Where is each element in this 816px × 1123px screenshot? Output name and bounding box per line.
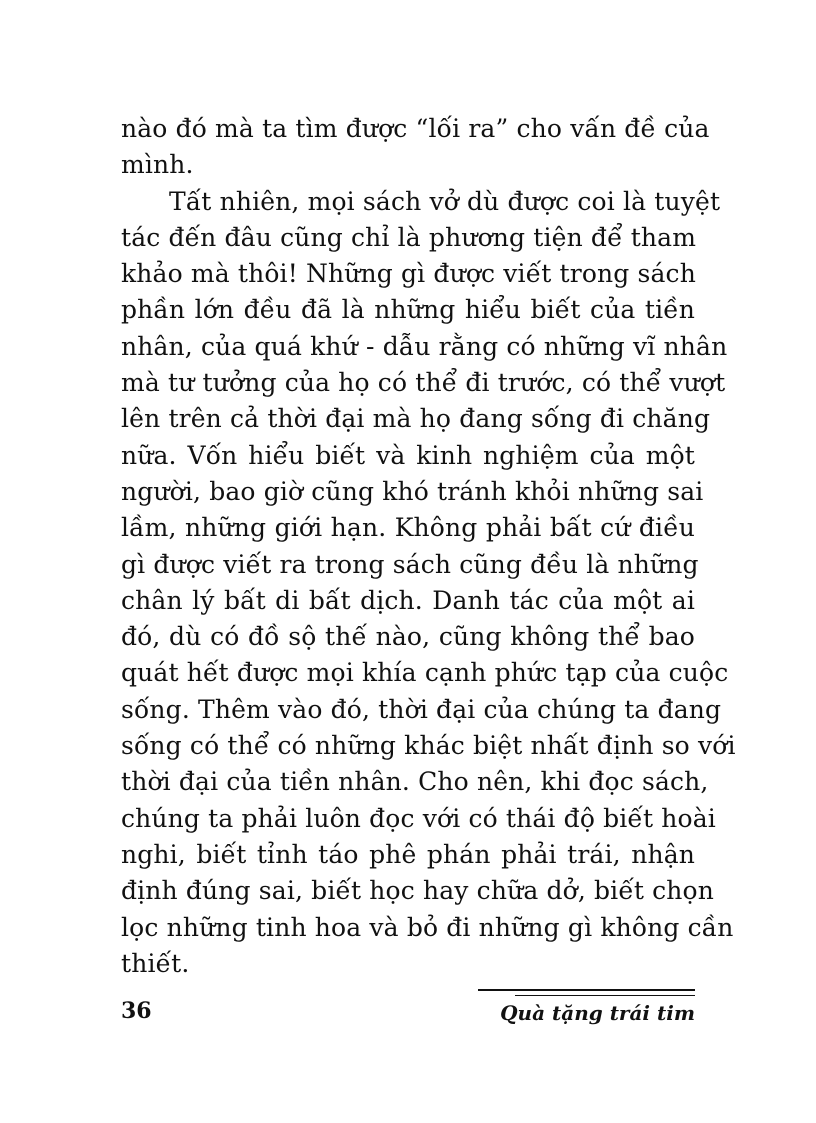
text-line: lầm, những giới hạn. Không phải bất cứ điều <box>121 513 695 543</box>
text-line: mà tư tưởng của họ có thể đi trước, có thể vượt <box>121 368 726 398</box>
text-line: thiết. <box>121 948 190 978</box>
text-line: quát hết được mọi khía cạnh phức tạp của cuộc <box>121 658 729 688</box>
footer-rule-top <box>478 989 695 991</box>
body-text <box>121 111 736 982</box>
text-line: tác đến đâu cũng chỉ là phương tiện để tham <box>121 222 697 252</box>
text-line: lọc những tinh hoa và bỏ đi những gì không cần <box>121 912 734 942</box>
text-line: sống. Thêm vào đó, thời đại của chúng ta đang <box>121 694 722 724</box>
text-line: nghi, biết tỉnh táo phê phán phải trái, nhận <box>121 839 695 869</box>
text-line: nhân, của quá khứ - dẫu rằng có những vĩ nhân <box>121 331 728 361</box>
text-line: đó, dù có đồ sộ thế nào, cũng không thể bao <box>121 622 695 652</box>
text-line: chúng ta phải luôn đọc với có thái độ biết hoài <box>121 803 716 833</box>
text-line: người, bao giờ cũng khó tránh khỏi những sai <box>121 476 704 506</box>
text-line: gì được viết ra trong sách cũng đều là những <box>121 549 699 579</box>
text-line: phần lớn đều đã là những hiểu biết của tiền <box>121 295 695 325</box>
footer-rule-bottom <box>515 995 695 996</box>
text-line: mình. <box>121 150 194 180</box>
text-line: thời đại của tiền nhân. Cho nên, khi đọc sách, <box>121 767 709 797</box>
text-line: lên trên cả thời đại mà họ đang sống đi chăng <box>121 404 711 434</box>
text-line: chân lý bất di bất dịch. Danh tác của một ai <box>121 585 695 615</box>
text-line: định đúng sai, biết học hay chữa dở, biết chọn <box>121 876 715 906</box>
page-number: 36 <box>121 998 152 1024</box>
text-line: sống có thể có những khác biệt nhất định so với <box>121 731 736 761</box>
running-footer-title: Quà tặng trái tim <box>500 1001 695 1025</box>
text-line: Tất nhiên, mọi sách vở dù được coi là tuyệt <box>169 186 721 216</box>
text-line: nữa. Vốn hiểu biết và kinh nghiệm của một <box>121 440 695 470</box>
text-line: khảo mà thôi! Những gì được viết trong sách <box>121 259 696 289</box>
text-line: nào đó mà ta tìm được “lối ra” cho vấn đề của <box>121 114 710 143</box>
